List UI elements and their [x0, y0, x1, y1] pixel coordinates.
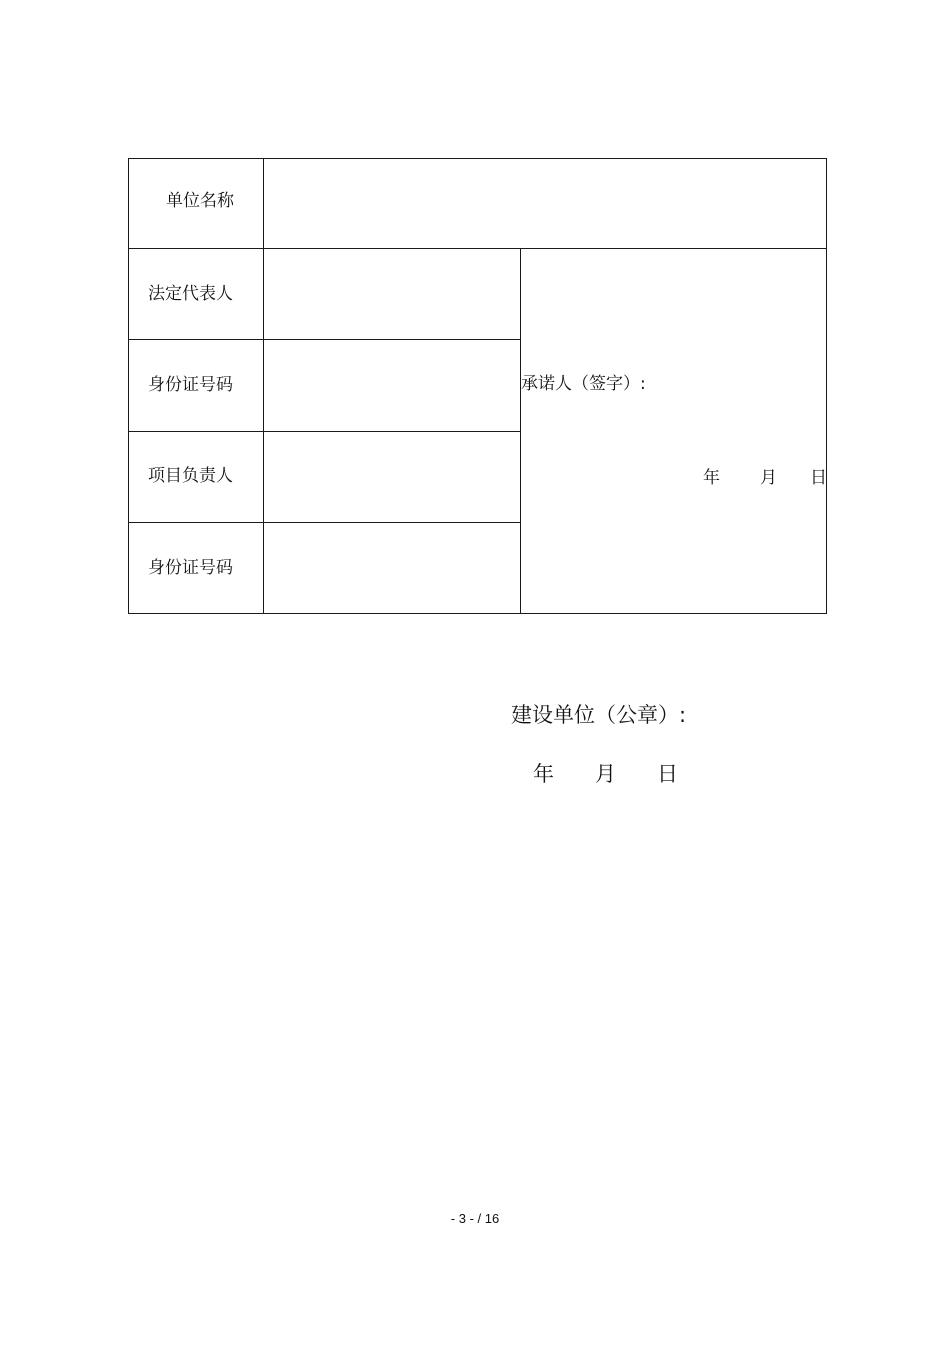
pledge-date-year: 年: [703, 468, 720, 488]
legal-representative-label: 法定代表人: [148, 284, 233, 304]
project-lead-id-field[interactable]: [278, 558, 508, 580]
table-border-right: [826, 158, 827, 614]
page-number-footer: - 3 - / 16: [450, 1211, 500, 1226]
table-border-left: [128, 158, 129, 614]
legal-representative-id-label: 身份证号码: [148, 375, 233, 395]
commitment-form-table: [128, 158, 827, 614]
table-column-divider: [263, 158, 264, 614]
pledge-date-month: 月: [760, 468, 777, 488]
pledge-date-day: 日: [810, 468, 827, 488]
seal-date-month: 月: [595, 762, 616, 786]
unit-name-label: 单位名称: [166, 191, 234, 211]
legal-representative-id-field[interactable]: [278, 375, 508, 397]
pledger-signature-label: 承诺人（签字）:: [521, 374, 646, 394]
seal-date-day: 日: [657, 762, 678, 786]
table-border-bottom: [128, 613, 827, 614]
construction-unit-seal-label: 建设单位（公章）:: [511, 703, 687, 727]
seal-date-year: 年: [533, 762, 554, 786]
project-lead-field[interactable]: [278, 466, 508, 488]
table-column-divider: [520, 248, 521, 614]
table-row-divider: [128, 431, 520, 432]
table-row-divider: [128, 339, 520, 340]
project-lead-id-label: 身份证号码: [148, 558, 233, 578]
table-border-top: [128, 158, 827, 159]
legal-representative-field[interactable]: [278, 284, 508, 306]
table-row-divider: [128, 248, 827, 249]
unit-name-field[interactable]: [278, 191, 808, 213]
project-lead-label: 项目负责人: [148, 466, 233, 486]
table-row-divider: [128, 522, 520, 523]
